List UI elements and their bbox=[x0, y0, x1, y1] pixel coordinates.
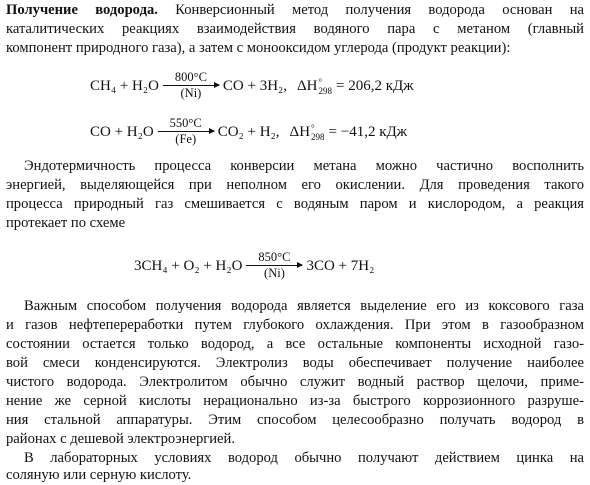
para3-line-2: и газов нефтепереработки путем глубокого охлаждения. При этом в газообразном bbox=[6, 317, 584, 333]
para3-line-1: Важным способом получения водорода является выделение его из коксового газа bbox=[24, 298, 584, 314]
eq1-condition-temp: 800°C bbox=[174, 70, 207, 84]
eq1-dh-symbol: ΔH bbox=[297, 77, 318, 94]
eq2-dh-symbol: ΔH bbox=[289, 123, 311, 140]
para3-line-7: ния стальной аппаратуры. Этим способом целесообразно получать водород в bbox=[6, 412, 584, 428]
eq1-arrow bbox=[163, 71, 219, 100]
para3-line-4: вой смеси конденсируются. Электролиз воды обеспечивает получение наиболее bbox=[6, 355, 584, 371]
reaction-arrow-icon bbox=[158, 131, 214, 132]
eq3-reactants: 3CH₄ + O₂ + H₂O bbox=[134, 258, 243, 274]
eq3-arrow bbox=[246, 251, 302, 280]
eq1-dh-sup: ° bbox=[318, 76, 323, 87]
equation-1 bbox=[0, 72, 590, 101]
reaction-arrow-icon bbox=[246, 265, 302, 266]
eq2-reactants: CO + H₂O bbox=[90, 124, 154, 140]
para2-line-4: протекает по схеме bbox=[6, 215, 126, 231]
para1-line-1-text: Конверсионный метод получения водорода основан на bbox=[175, 2, 584, 18]
eq1-catalyst: (Ni) bbox=[180, 86, 202, 100]
eq3-condition-temp: 850°C bbox=[258, 250, 291, 264]
eq1-dh-sub: 298 bbox=[318, 85, 333, 96]
eq1-reactants: CH₄ + H₂O bbox=[90, 78, 159, 94]
para3-line-3: состоянии остается только водород, а все остальные компоненты исходной газо- bbox=[6, 336, 584, 352]
eq2-products: CO₂ + H₂, bbox=[217, 124, 280, 140]
eq3-products: 3CO + 7H₂ bbox=[306, 258, 375, 274]
para1-line-1 bbox=[6, 2, 584, 19]
eq2-condition-temp: 550°C bbox=[169, 116, 202, 130]
eq2-catalyst: (Fe) bbox=[175, 132, 197, 146]
para3-line-5: чистого водорода. Электролитом обычно служит водный раствор щелочи, приме- bbox=[6, 374, 584, 390]
equation-3 bbox=[0, 252, 590, 281]
eq2-enthalpy bbox=[290, 124, 408, 142]
equation-2 bbox=[0, 118, 590, 147]
para4-line-2: соляную или серную кислоту. bbox=[6, 467, 192, 483]
section-heading: Получение водорода. bbox=[6, 2, 158, 18]
eq3-catalyst: (Ni) bbox=[264, 266, 285, 280]
eq2-dh-sup: ° bbox=[311, 122, 315, 133]
para2-line-3: процесса природный газ смешивается с водяным паром и кислородом, а реакция bbox=[6, 196, 584, 212]
para2-line-2: энергией, выделяющейся при неполном его окислении. Для проведения такого bbox=[6, 177, 584, 193]
eq1-products: CO + 3H₂, bbox=[222, 78, 288, 94]
para1-line-3: компонент природного газа), а затем с монооксидом углерода (продукт реакции): bbox=[6, 40, 511, 56]
para2-line-1: Эндотермичность процесса конверсии метана можно частично восполнить bbox=[24, 158, 584, 174]
eq2-dh-sub: 298 bbox=[311, 131, 325, 142]
eq2-arrow bbox=[158, 117, 214, 146]
para3-line-6: нение же серной кислоты нерационально из-за быстрого коррозионного разруше- bbox=[6, 393, 584, 409]
reaction-arrow-icon bbox=[163, 85, 219, 86]
para3-line-8: районах с дешевой электроэнергией. bbox=[6, 431, 235, 447]
para1-line-2: каталитических реакциях взаимодействия водяного пара с метаном (главный bbox=[6, 21, 584, 37]
eq2-dh-value: = −41,2 кДж bbox=[328, 123, 408, 140]
para4-line-1: В лабораторных условиях водород обычно получают действием цинка на bbox=[24, 450, 584, 466]
eq1-dh-value: = 206,2 кДж bbox=[336, 77, 414, 94]
eq1-enthalpy bbox=[297, 78, 414, 96]
